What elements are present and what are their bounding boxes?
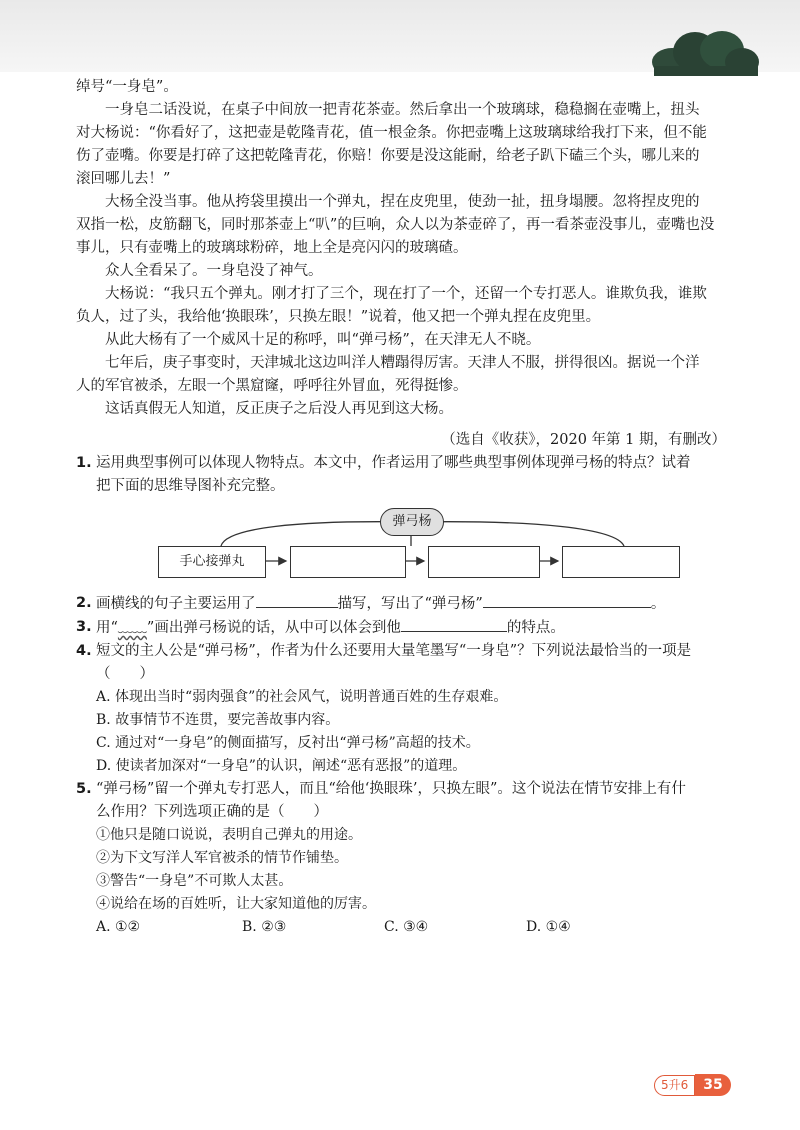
statement-item: ③警告“一身皂”不可欺人太甚。	[96, 873, 293, 889]
story-line: 这话真假无人知道，反正庚子之后没人再见到这大杨。	[105, 401, 453, 417]
question-3-text-b: ”画出弹弓杨说的话，从中可以体会到他	[146, 620, 401, 636]
question-5	[76, 778, 726, 824]
question-5-choices	[76, 916, 726, 939]
story-line: 大杨全没当事。他从挎袋里摸出一个弹丸，捏在皮兜里，使劲一扯，扭身塌腰。忽将捏皮兜的	[105, 194, 700, 210]
question-number: 2.	[76, 595, 92, 611]
question-2-text-b: 描写，写出了“弹弓杨”	[337, 596, 483, 612]
option-b[interactable]: B. 故事情节不连贯，要完善故事内容。	[96, 712, 340, 728]
question-2-text-c: 。	[650, 596, 666, 612]
option-c[interactable]: C. 通过对“一身皂”的侧面描写，反衬出“弹弓杨”高超的技术。	[96, 735, 480, 751]
mind-map	[96, 502, 726, 586]
statement-item: ②为下文写洋人军官被杀的情节作铺垫。	[96, 850, 348, 866]
page-number: 35	[695, 1074, 730, 1096]
question-1-line-2: 把下面的思维导图补充完整。	[96, 478, 285, 494]
mind-map-box-1: 手心接弹丸	[158, 546, 266, 578]
story-line: 事儿，只有壶嘴上的玻璃球粉碎，地上全是亮闪闪的玻璃碴。	[76, 240, 468, 256]
story-line: 双指一松，皮筋翻飞，同时那茶壶上“叭”的巨响，众人以为茶壶碎了，再一看茶壶没事儿，壶嘴也没	[76, 217, 715, 233]
story-line: 负人，过了头，我给他‘换眼珠’，只换左眼！”说着，他又把一个弹丸捏在皮兜里。	[76, 309, 601, 325]
story-line: 滚回哪儿去！”	[76, 171, 171, 187]
question-5-items	[76, 824, 726, 916]
source-citation: （选自《收获》，2020 年第 1 期，有删改）	[441, 432, 726, 448]
answer-blank[interactable]	[483, 592, 651, 608]
option-d[interactable]: D. 使读者加深对“一身皂”的认识，阐述“恶有恶报”的道理。	[96, 758, 467, 774]
question-1-line-1: 运用典型事例可以体现人物特点。本文中，作者运用了哪些典型事例体现弹弓杨的特点？试着	[96, 455, 691, 471]
mind-map-box-2-blank[interactable]	[290, 546, 406, 578]
question-3-text-c: 的特点。	[506, 620, 565, 636]
question-5-line-1: “弹弓杨”留一个弹丸专打恶人，而且“给他‘换眼珠’，只换左眼”。这个说法在情节安排上有什	[96, 781, 686, 797]
story-line: 伤了壶嘴。你要是打碎了这把乾隆青花，你赔！你要是没这能耐，给老子趴下磕三个头，哪儿来的	[76, 148, 700, 164]
question-3-text-a: 用“	[96, 620, 118, 636]
story-line: 人的军官被杀，左眼一个黑窟窿，呼呼往外冒血，死得挺惨。	[76, 378, 468, 394]
question-4-options	[76, 686, 726, 778]
option-a[interactable]: A. 体现出当时“弱肉强食”的社会风气，说明普通百姓的生存艰难。	[96, 689, 508, 705]
question-3	[76, 616, 726, 640]
question-4-line-1: 短文的主人公是“弹弓杨”，作者为什么还要用大量笔墨写“一身皂”？下列说法最恰当的一项是	[96, 643, 692, 659]
choice-c[interactable]: C. ③④	[384, 919, 429, 935]
story-line: 绰号“一身皂”。	[76, 79, 178, 95]
mind-map-box-3-blank[interactable]	[428, 546, 540, 578]
question-4	[76, 640, 726, 686]
mind-map-box-4-blank[interactable]	[562, 546, 680, 578]
choice-a[interactable]: A. ①②	[96, 919, 141, 935]
story-line: 从此大杨有了一个威风十足的称呼，叫“弹弓杨”，在天津无人不晓。	[105, 332, 541, 348]
question-2-text-a: 画横线的句子主要运用了	[96, 596, 256, 612]
bush-decoration-icon	[650, 30, 760, 76]
choice-b[interactable]: B. ②③	[242, 919, 287, 935]
story-line: 对大杨说：“你看好了，这把壶是乾隆青花，值一根金条。你把壶嘴上这玻璃球给我打下来，但不能	[76, 125, 707, 141]
story-line: 七年后，庚子事变时，天津城北这边叫洋人糟蹋得厉害。天津人不服，拼得很凶。据说一个洋	[105, 355, 700, 371]
statement-item: ④说给在场的百姓听，让大家知道他的厉害。	[96, 896, 376, 912]
story-line: 一身皂二话没说，在桌子中间放一把青花茶壶。然后拿出一个玻璃球，稳稳搁在壶嘴上，扭头	[105, 102, 700, 118]
mind-map-center-node: 弹弓杨	[380, 508, 444, 536]
question-2	[76, 592, 726, 616]
answer-paren[interactable]: （ ）	[96, 666, 154, 682]
question-number: 1.	[76, 455, 92, 471]
page-content	[76, 76, 726, 939]
choice-d[interactable]: D. ①④	[526, 919, 571, 935]
answer-blank[interactable]	[256, 592, 338, 608]
page-number-badge	[654, 1074, 731, 1096]
story-text	[76, 76, 726, 421]
story-line: 众人全看呆了。一身皂没了神气。	[105, 263, 323, 279]
question-1	[76, 452, 726, 586]
question-5-line-2: 么作用？下列选项正确的是（ ）	[96, 804, 328, 820]
grade-label: 5升6	[654, 1075, 695, 1096]
question-number: 5.	[76, 781, 92, 797]
question-number: 4.	[76, 643, 92, 659]
story-line: 大杨说：“我只五个弹丸。刚才打了三个，现在打了一个，还留一个专打恶人。谁欺负我，谁欺	[105, 286, 707, 302]
question-number: 3.	[76, 619, 92, 635]
statement-item: ①他只是随口说说，表明自己弹丸的用途。	[96, 827, 362, 843]
answer-blank[interactable]	[401, 616, 507, 632]
wavy-line-mark: ﹏﹏	[117, 620, 147, 636]
